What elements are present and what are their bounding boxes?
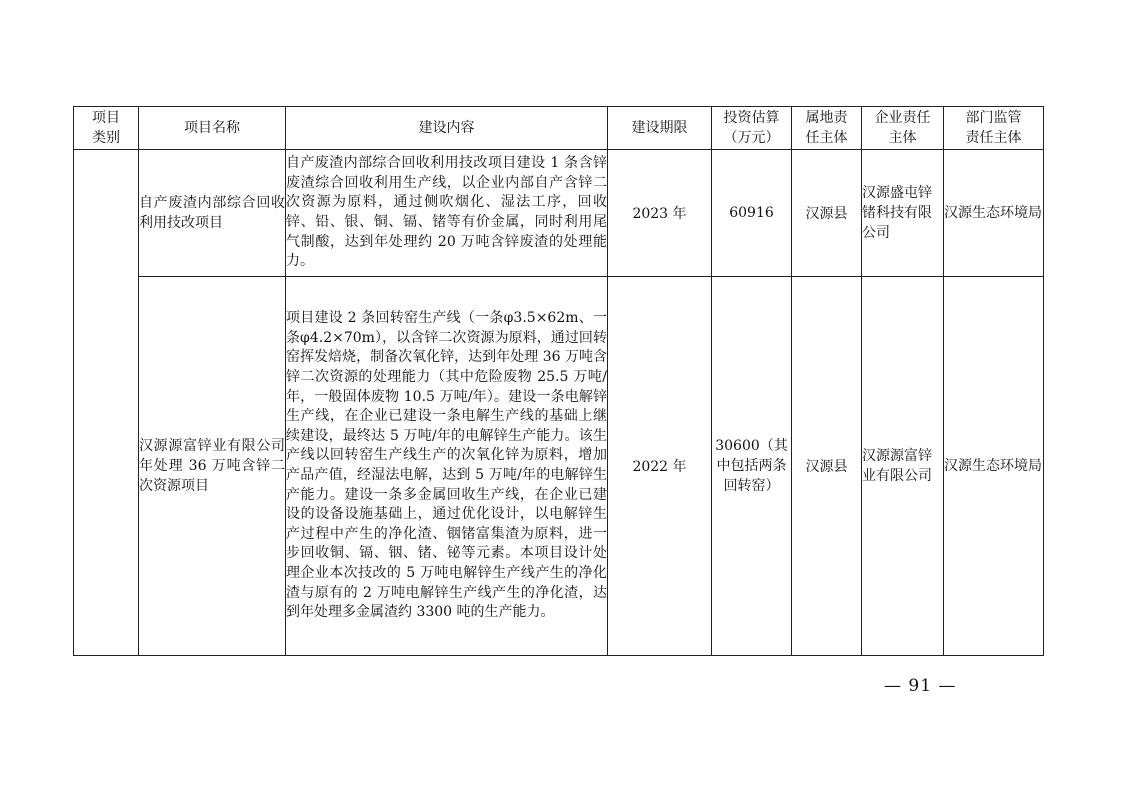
- project-period: 2022 年: [608, 277, 712, 656]
- project-enterprise: 汉源盛屯锌锗科技有限公司: [862, 150, 944, 277]
- header-investment: 投资估算 （万元）: [712, 107, 792, 150]
- header-enterprise: 企业责任 主体: [862, 107, 944, 150]
- project-content: 项目建设 2 条回转窑生产线（一条φ3.5×62m、一条φ4.2×70m），以含锌二次资源为原料，通过回转窑挥发焙烧，制备次氧化锌，达到年处理 36 万吨含锌二次资源的处理能力（其中危险废物 25.5 万吨/年，一般固体废物 10.5 万吨/年）。建设一条电解锌生产线，在企业已建设一条电解生产线的基础上继续建设，最终达 5 万吨/年的电解锌生产能力。该生产线以回转窑生产线生产的次氧化锌为原料，增加产品产值，经湿法电解，达到 5 万吨/年的电解锌生产能力。建设一条多金属回收生产线，在企业已建设的设备设施基础上，通过优化设计，以电解锌生产过程中产生的净化渣、铟锗富集渣为原料，进一步回收铜、镉、铟、锗、铋等元素。本项目设计处理企业本次技改的 5 万吨电解锌生产线产生的净化渣与原有的 2 万吨电解锌生产线产生的净化渣，达到年处理多金属渣约 3300 吨的生产能力。: [286, 277, 608, 656]
- project-department: 汉源生态环境局: [944, 150, 1044, 277]
- page-number: — 91 —: [884, 676, 957, 696]
- project-name: 汉源源富锌业有限公司年处理 36 万吨含锌二次资源项目: [139, 277, 286, 656]
- table-row: [74, 277, 1044, 656]
- header-period: 建设期限: [608, 107, 712, 150]
- header-name: 项目名称: [139, 107, 286, 150]
- project-investment: 30600（其中包括两条回转窑）: [712, 277, 792, 656]
- project-table: [73, 106, 1044, 656]
- project-content: 自产废渣内部综合回收利用技改项目建设 1 条含锌废渣综合回收利用生产线，以企业内部自产含锌二次资源为原料，通过侧吹烟化、湿法工序，回收锌、铅、银、铜、镉、锗等有价金属，同时利用尾气制酸，达到年处理约 20 万吨含锌废渣的处理能力。: [286, 150, 608, 277]
- project-period: 2023 年: [608, 150, 712, 277]
- header-locality: 属地责 任主体: [792, 107, 862, 150]
- header-row: [74, 107, 1044, 150]
- project-enterprise: 汉源源富锌业有限公司: [862, 277, 944, 656]
- header-department: 部门监管 责任主体: [944, 107, 1044, 150]
- header-content: 建设内容: [286, 107, 608, 150]
- header-category: 项目 类别: [74, 107, 139, 150]
- project-name: 自产废渣内部综合回收利用技改项目: [139, 150, 286, 277]
- category-cell: [74, 150, 139, 656]
- project-department: 汉源生态环境局: [944, 277, 1044, 656]
- project-investment: 60916: [712, 150, 792, 277]
- project-locality: 汉源县: [792, 150, 862, 277]
- table-row: [74, 150, 1044, 277]
- project-locality: 汉源县: [792, 277, 862, 656]
